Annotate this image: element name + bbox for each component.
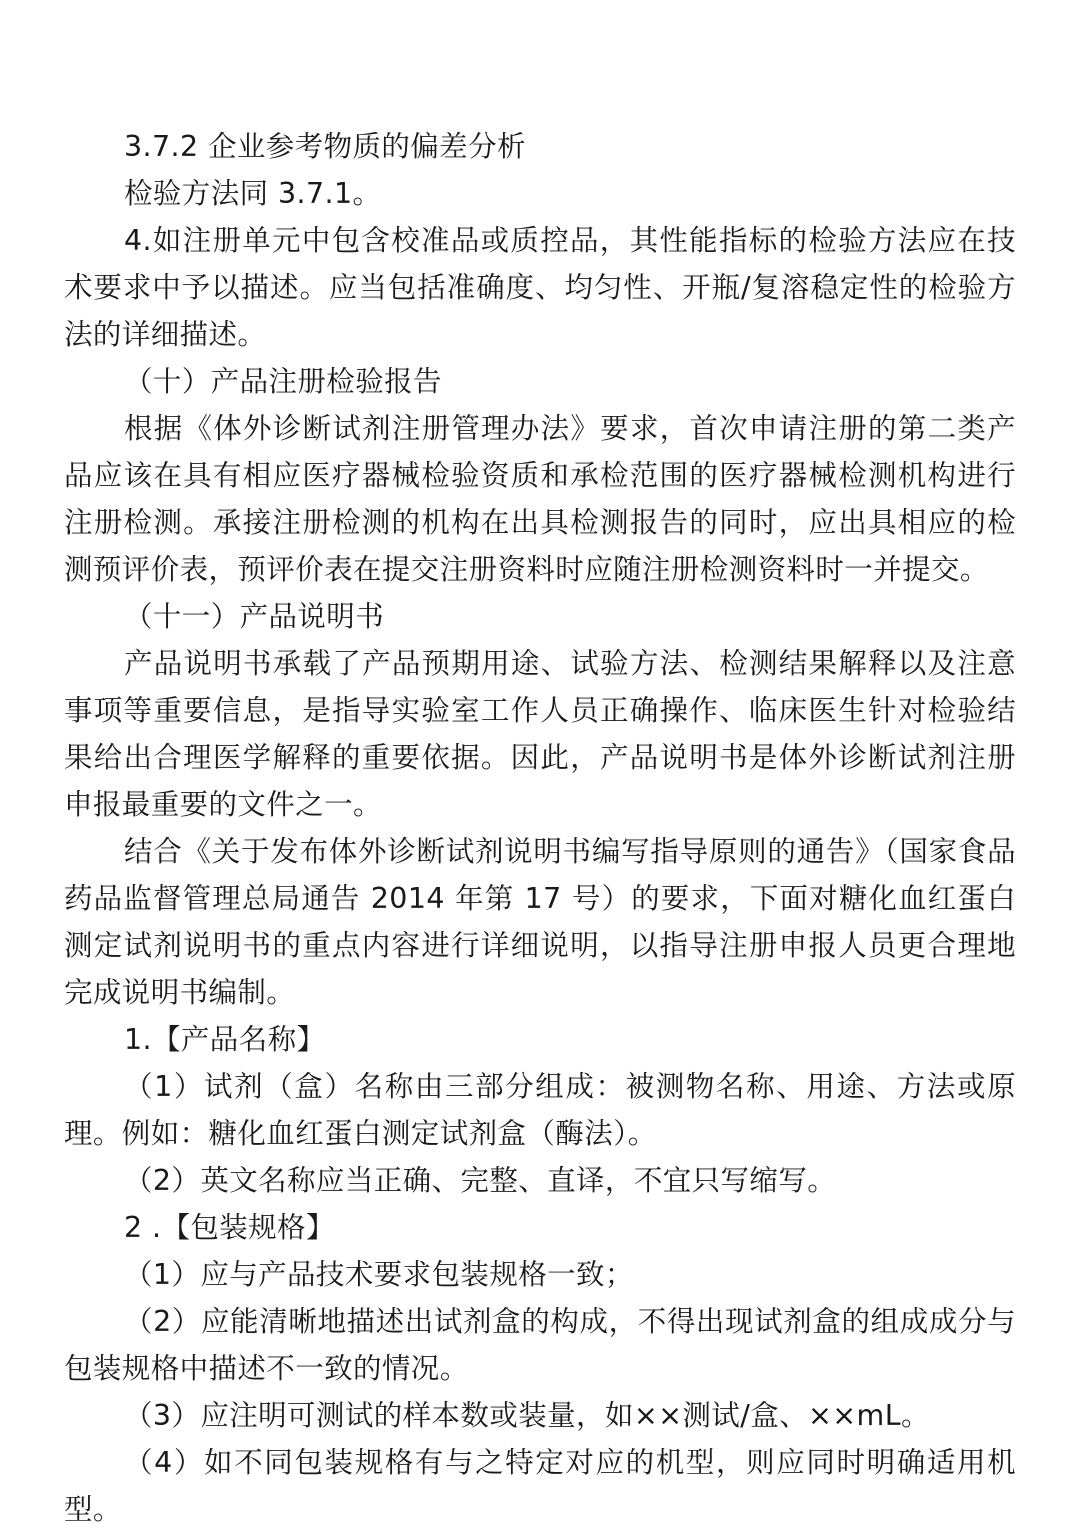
paragraph: 根据《体外诊断试剂注册管理办法》要求，首次申请注册的第二类产品应该在具有相应医疗器械检验资质和承检范围的医疗器械检测机构进行注册检测。承接注册检测的机构在出具检测报告的同时，应出具相应的检测预评价表，预评价表在提交注册资料时应随注册检测资料时一并提交。 [64, 412, 1016, 586]
list-item: （2）英文名称应当正确、完整、直译，不宜只写缩写。 [124, 1164, 837, 1197]
paragraph: 产品说明书承载了产品预期用途、试验方法、检测结果解释以及注意事项等重要信息，是指导实验室工作人员正确操作、临床医生针对检验结果给出合理医学解释的重要依据。因此，产品说明书是体外诊断试剂注册申报最重要的文件之一。 [64, 647, 1016, 821]
section-heading-10: （十）产品注册检验报告 [124, 365, 442, 398]
paragraph: 4.如注册单元中包含校准品或质控品，其性能指标的检验方法应在技术要求中予以描述。应当包括准确度、均匀性、开瓶/复溶稳定性的检验方法的详细描述。 [64, 224, 1016, 351]
section-heading-11: （十一）产品说明书 [124, 600, 385, 633]
list-item: （1）应与产品技术要求包装规格一致； [124, 1258, 634, 1291]
section-heading-3-7-2: 3.7.2 企业参考物质的偏差分析 [124, 130, 526, 163]
list-item: （1）试剂（盒）名称由三部分组成：被测物名称、用途、方法或原理。例如：糖化血红蛋白测定试剂盒（酶法）。 [64, 1070, 1016, 1150]
subheading-product-name: 1.【产品名称】 [124, 1023, 326, 1056]
paragraph: 结合《关于发布体外诊断试剂说明书编写指导原则的通告》（国家食品药品监督管理总局通告 2014 年第 17 号）的要求，下面对糖化血红蛋白测定试剂说明书的重点内容进行详细说明，以指导注册申报人员更合理地完成说明书编制。 [64, 835, 1016, 1009]
list-item: （4）如不同包装规格有与之特定对应的机型，则应同时明确适用机型。 [64, 1446, 1016, 1526]
list-item: （3）应注明可测试的样本数或装量，如××测试/盒、××mL。 [124, 1399, 930, 1432]
document-body [64, 123, 1016, 1533]
list-item: （2）应能清晰地描述出试剂盒的构成，不得出现试剂盒的组成成分与包装规格中描述不一致的情况。 [64, 1305, 1016, 1385]
subheading-package-spec: 2 .【包装规格】 [124, 1211, 335, 1244]
paragraph: 检验方法同 3.7.1。 [124, 177, 382, 210]
